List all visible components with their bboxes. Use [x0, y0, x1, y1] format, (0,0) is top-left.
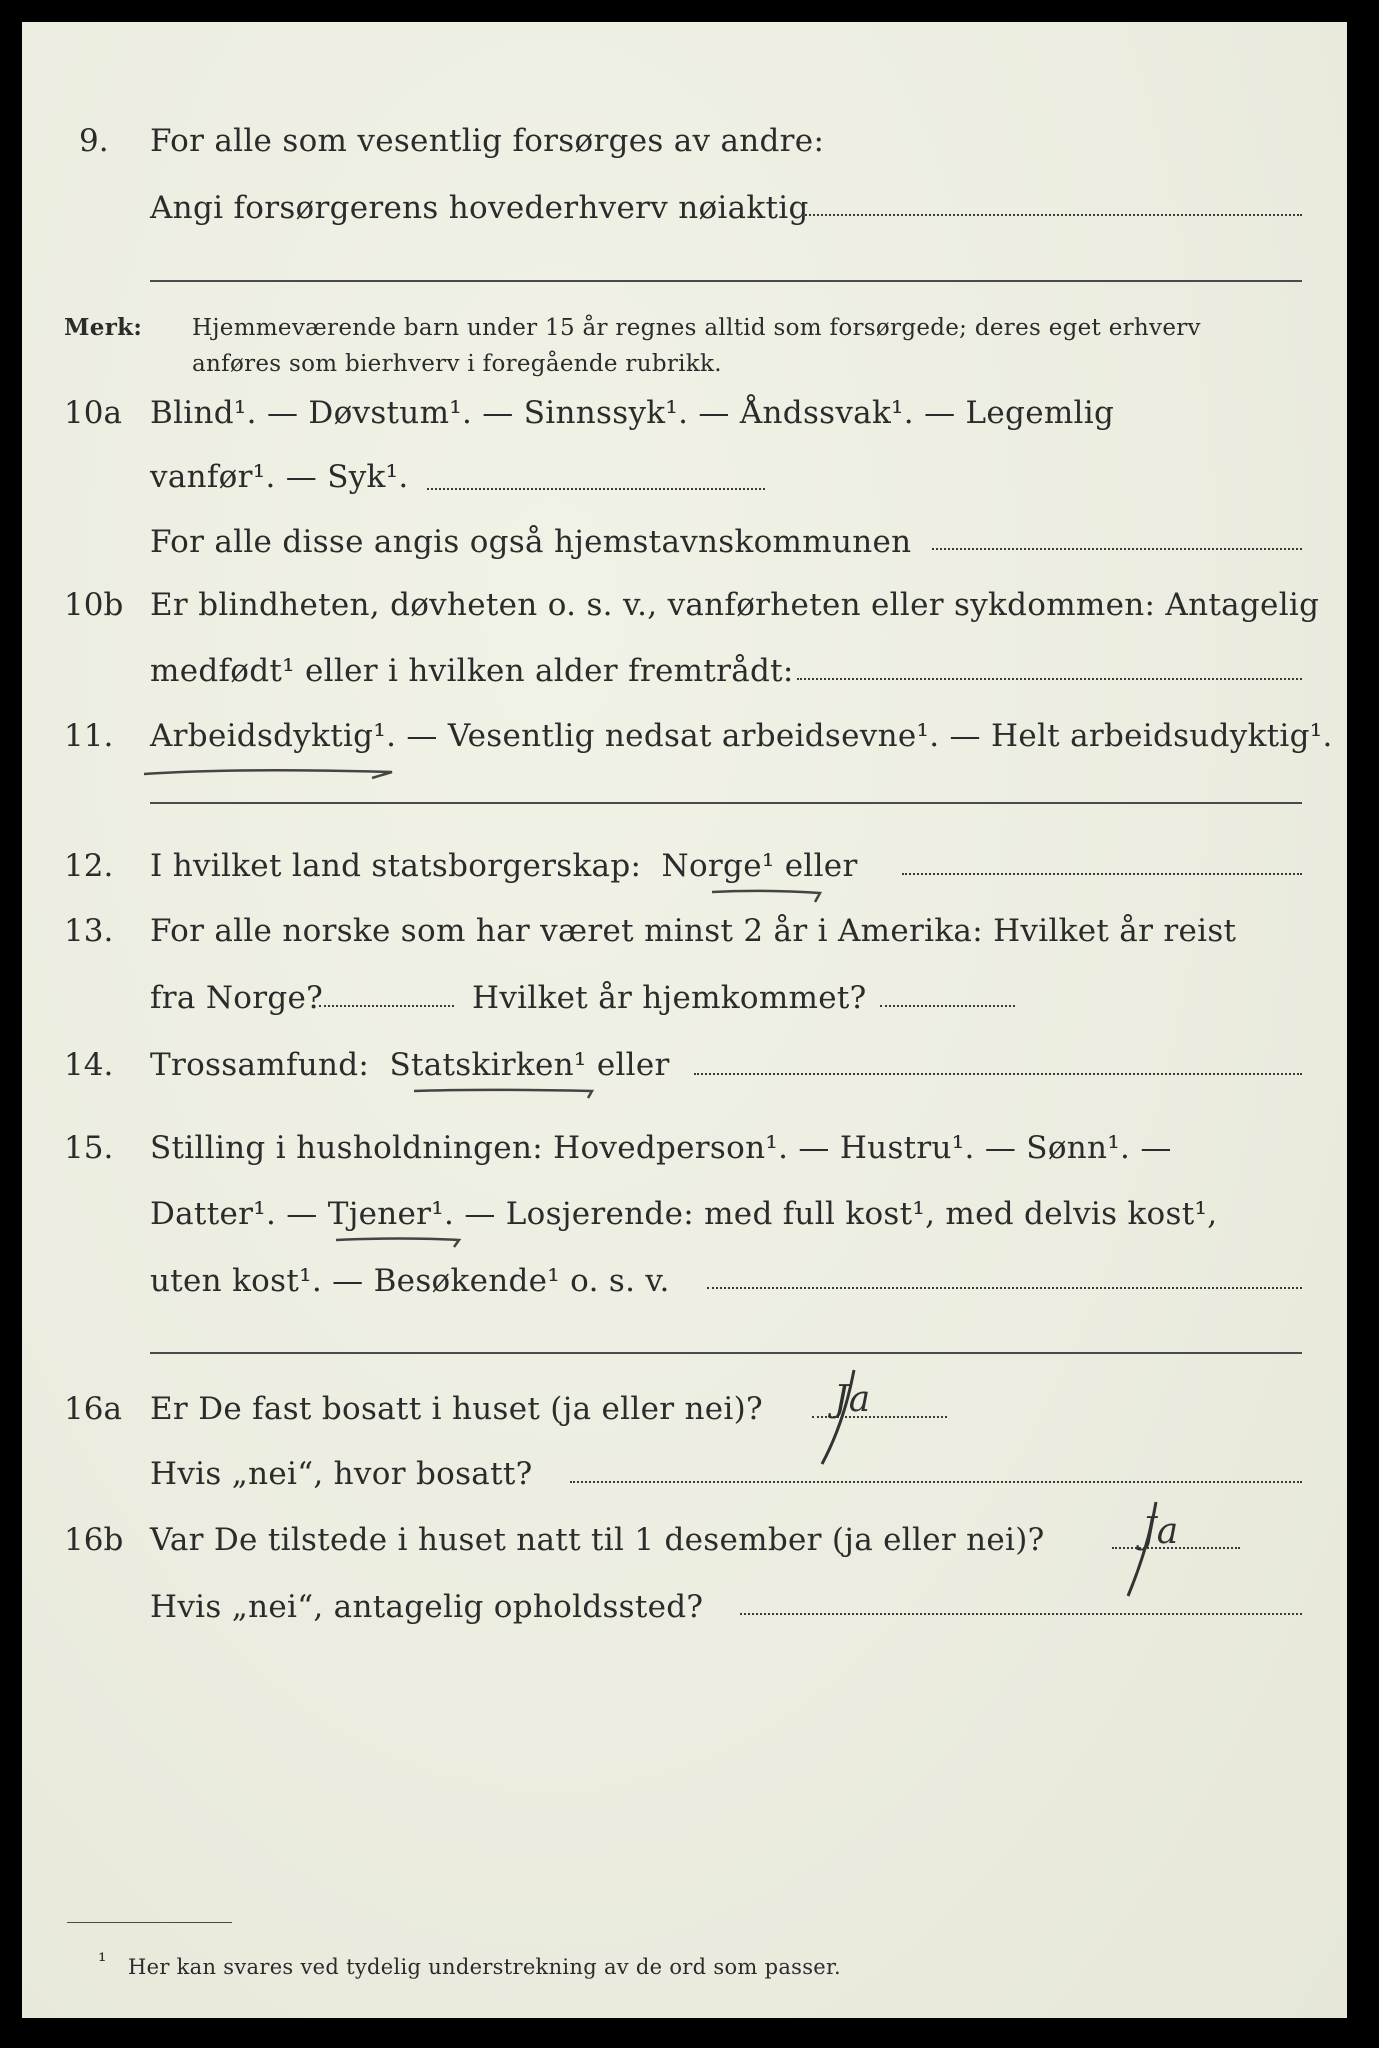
q16a-pen-stroke [802, 1362, 862, 1472]
q11-underline-mark [142, 764, 402, 784]
q15-option-tjener[interactable]: Tjener¹ [327, 1196, 445, 1232]
q15-datter[interactable]: Datter¹. — [150, 1196, 318, 1232]
q14-underline-mark [412, 1085, 612, 1105]
q10b-number: 10b [64, 587, 124, 623]
q13-year-left-field[interactable] [319, 1005, 454, 1007]
footnote-text: Her kan svares ved tydelig understrekning av de ord som passer. [128, 1955, 842, 1979]
q10b-line2: medfødt¹ eller i hvilken alder fremtrådt: [150, 653, 794, 689]
q12-eller: eller [784, 848, 858, 884]
q16b-pen-stroke [1102, 1492, 1162, 1602]
q12-number: 12. [64, 848, 114, 884]
q16a-line1: Er De fast bosatt i huset (ja eller nei)? [150, 1391, 763, 1427]
q15-number: 15. [64, 1130, 114, 1166]
q15-answer-field[interactable] [707, 1287, 1302, 1289]
q10b-line1: Er blindheten, døvheten o. s. v., vanførheten eller sykdommen: Antagelig [150, 587, 1320, 623]
q9-answer-rule[interactable] [150, 280, 1302, 282]
q14-number: 14. [64, 1047, 114, 1083]
q14-eller: eller [596, 1047, 670, 1083]
q11-answer-rule[interactable] [150, 802, 1302, 804]
footnote-separator [67, 1922, 232, 1923]
q13-number: 13. [64, 913, 114, 949]
q16b-number: 16b [64, 1522, 124, 1558]
q10a-line1: Blind¹. — Døvstum¹. — Sinnssyk¹. — Åndssvak¹. — Legemlig [150, 395, 1115, 431]
q16b-handwritten-answer: Ja [1142, 1511, 1179, 1552]
q14-line [150, 1045, 670, 1085]
q14-option-statskirken[interactable]: Statskirken¹ [389, 1047, 587, 1083]
q12-option-norge[interactable]: Norge¹ [661, 848, 775, 884]
q11-option-arbeidsdyktig[interactable]: Arbeidsdyktig¹ [150, 718, 387, 754]
q15-line3: uten kost¹. — Besøkende¹ o. s. v. [150, 1263, 670, 1299]
footnote-mark: ¹ [98, 1949, 107, 1973]
q10a-number: 10a [64, 395, 122, 431]
q15-losjerende[interactable]: . — Losjerende: med full kost¹, med delvis kost¹, [444, 1196, 1218, 1232]
q15-underline-mark [334, 1234, 474, 1254]
q16b-line1: Var De tilstede i huset natt til 1 desember (ja eller nei)? [150, 1522, 1045, 1558]
q16a-number: 16a [64, 1391, 122, 1427]
q16a-residence-field[interactable] [570, 1481, 1302, 1483]
q15-line2 [150, 1194, 1217, 1234]
q13-line1: For alle norske som har været minst 2 år i Amerika: Hvilket år reist [150, 913, 1237, 949]
q14-prompt: Trossamfund: [150, 1047, 370, 1083]
q10a-answer-field[interactable] [427, 488, 765, 490]
merk-line2: anføres som bierhverv i foregående rubrikk. [192, 351, 722, 377]
merk-line1: Hjemmeværende barn under 15 år regnes alltid som forsørgede; deres eget erhverv [192, 315, 1201, 341]
q15-answer-rule[interactable] [150, 1352, 1302, 1354]
q11-rest: . — Vesentlig nedsat arbeidsevne¹. — Helt arbeidsudyktig¹. [386, 718, 1333, 754]
q11-number: 11. [64, 718, 114, 754]
q16b-stay-field[interactable] [740, 1613, 1302, 1615]
q16a-line2: Hvis „nei“, hvor bosatt? [150, 1456, 533, 1492]
census-form-page [22, 22, 1347, 2018]
q13-line2a: fra Norge? [150, 980, 324, 1016]
q15-line1: Stilling i husholdningen: Hovedperson¹. — Hustru¹. — Sønn¹. — [150, 1130, 1172, 1166]
q12-line [150, 846, 858, 886]
q11-line [150, 716, 1333, 756]
q10a-municipality-field[interactable] [932, 548, 1302, 550]
q10a-line2: vanfør¹. — Syk¹. [150, 459, 409, 495]
q9-answer-field[interactable] [802, 214, 1302, 216]
q12-answer-field[interactable] [902, 873, 1302, 875]
q13-line2b: Hvilket år hjemkommet? [472, 980, 867, 1016]
q9-line2: Angi forsørgerens hovederhverv nøiaktig [150, 190, 809, 226]
q13-year-returned-field[interactable] [880, 1005, 1015, 1007]
q16b-line2: Hvis „nei“, antagelig opholdssted? [150, 1589, 704, 1625]
q9-number: 9. [79, 123, 109, 159]
merk-label: Merk: [64, 314, 143, 341]
q16a-handwritten-answer: Ja [834, 1379, 871, 1420]
q10b-answer-field[interactable] [797, 678, 1302, 680]
q12-prompt: I hvilket land statsborgerskap: [150, 848, 642, 884]
q12-underline-mark [710, 886, 830, 906]
q9-line1: For alle som vesentlig forsørges av andre: [150, 123, 825, 159]
q14-answer-field[interactable] [694, 1073, 1302, 1075]
q10a-line3: For alle disse angis også hjemstavnskommunen [150, 524, 912, 560]
